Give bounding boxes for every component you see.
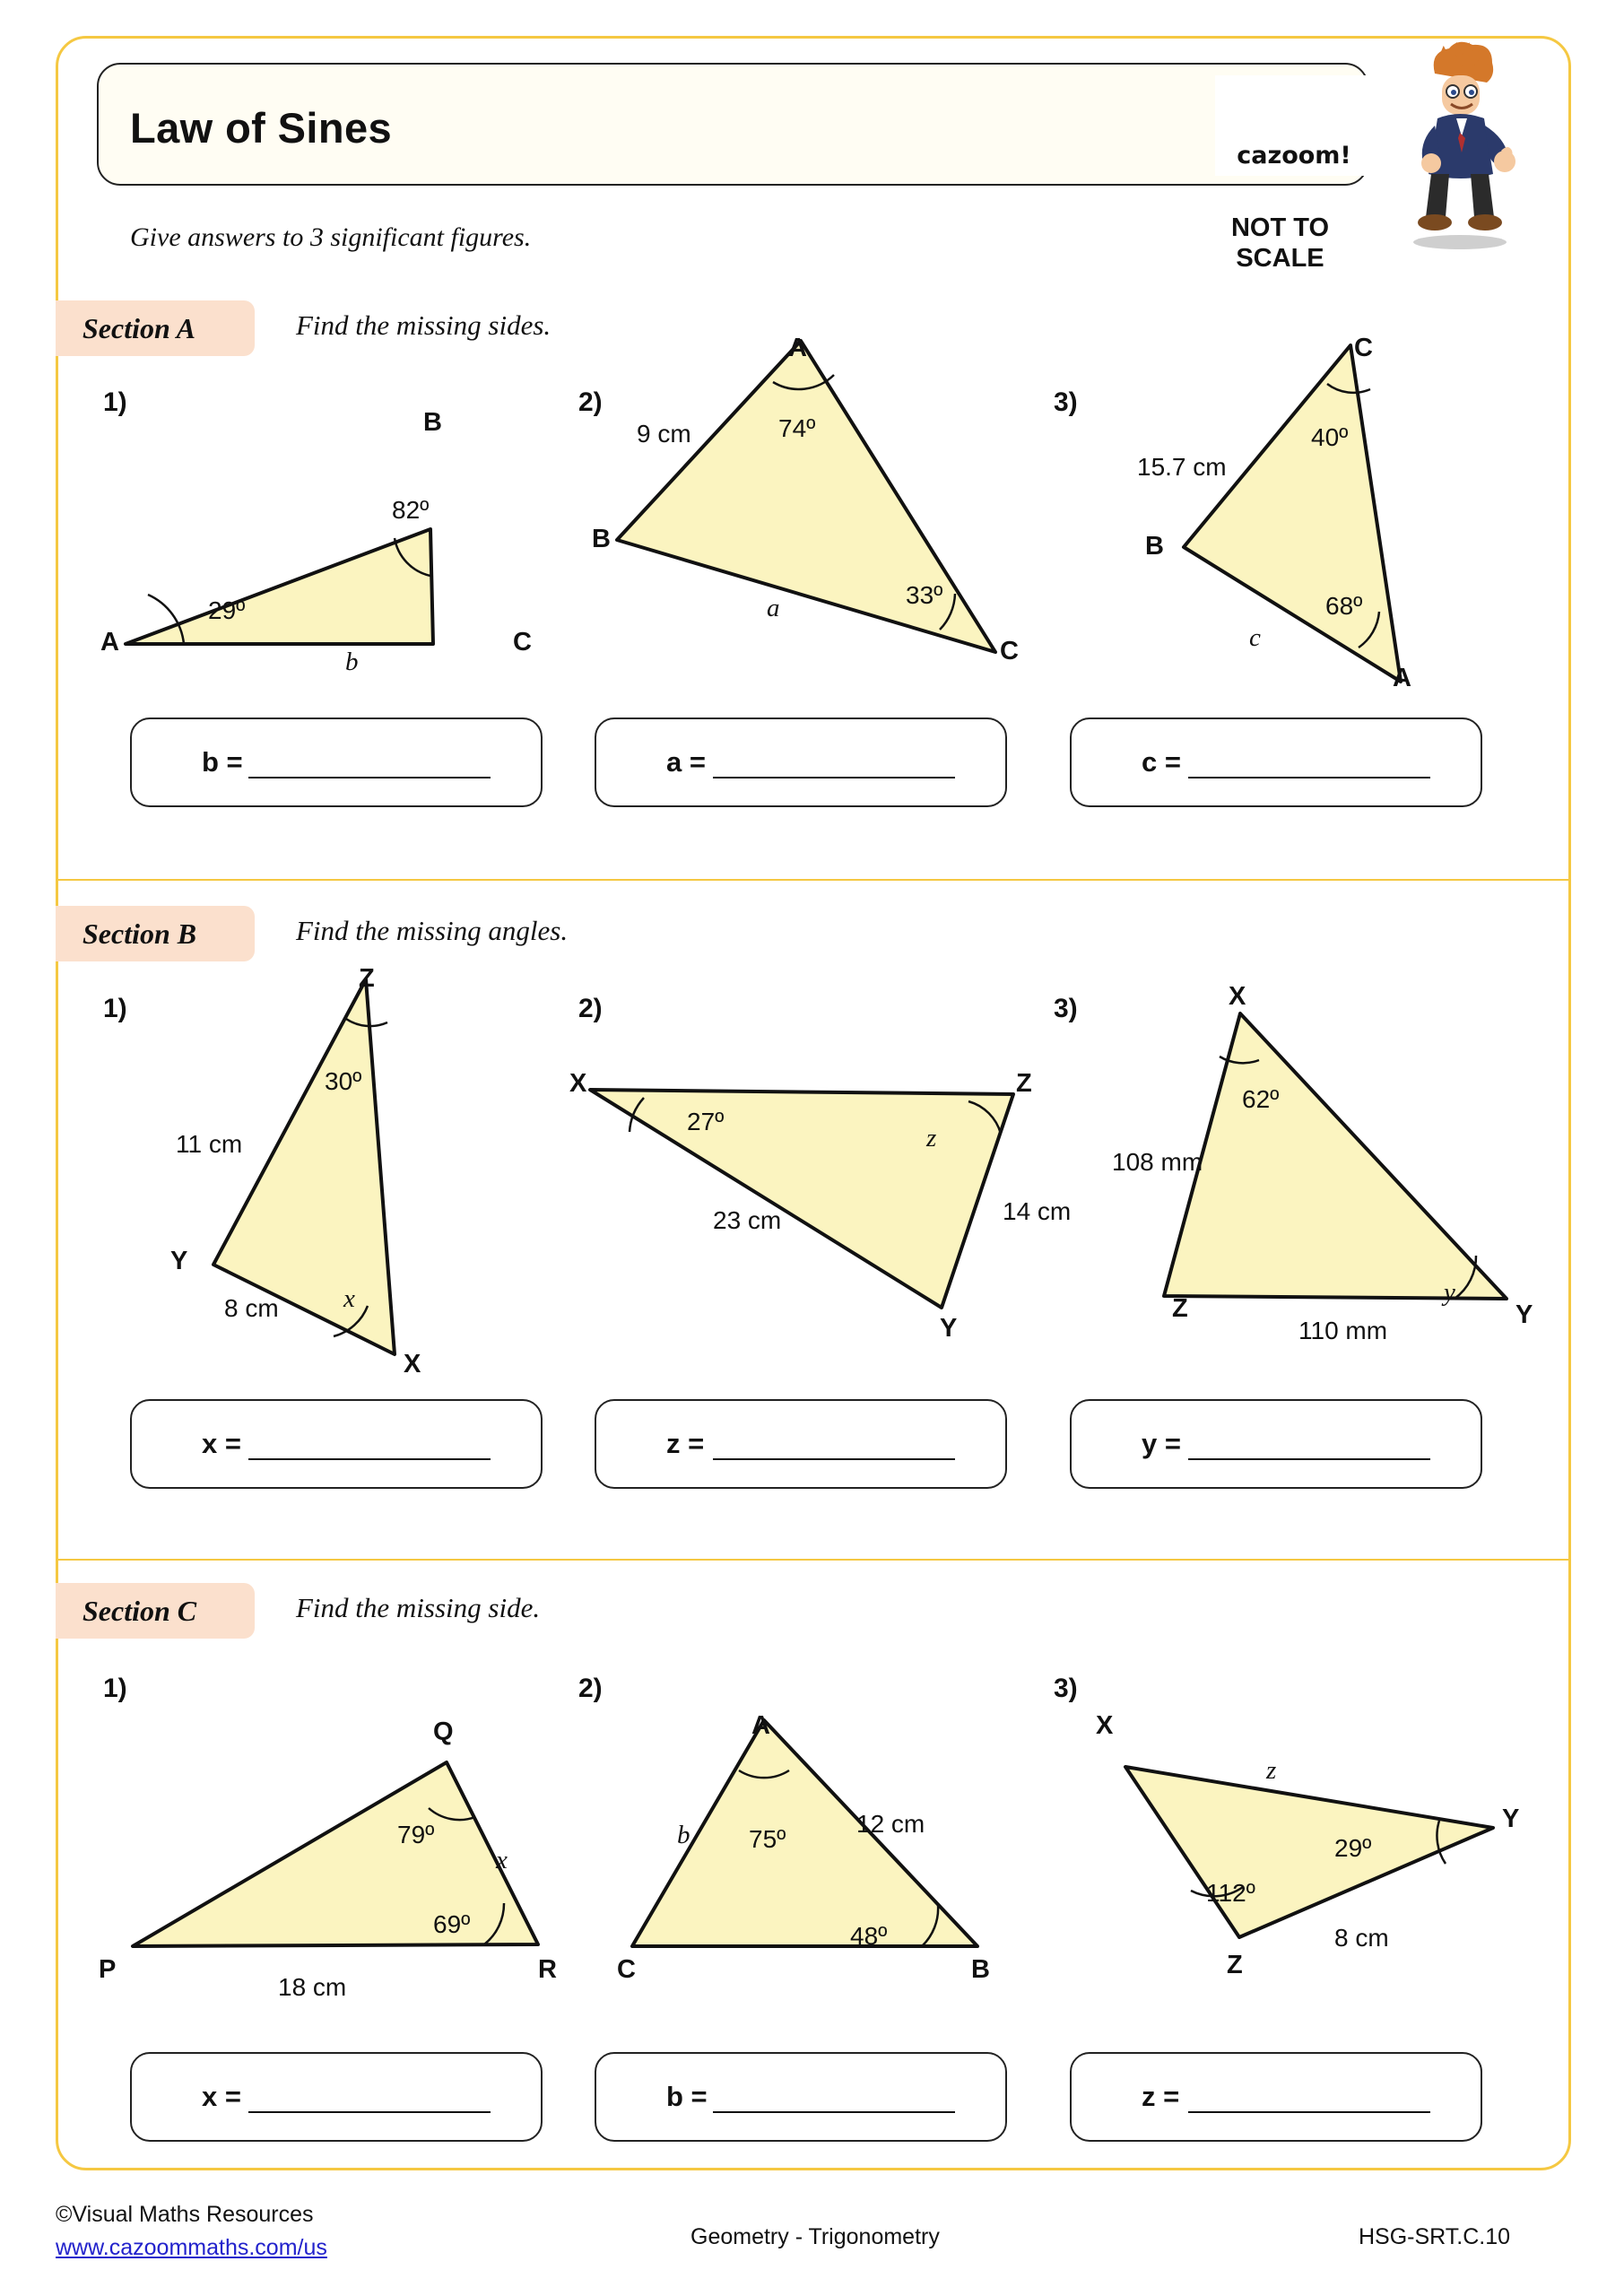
vertex-label-a3-A: A: [1393, 664, 1411, 692]
side-label-b1-11cm: 11 cm: [176, 1130, 243, 1158]
side-label-a2-a: a: [767, 594, 780, 622]
side-label-c2-12cm: 12 cm: [856, 1810, 925, 1838]
vertex-label-c2-B: B: [971, 1955, 990, 1984]
angle-label-b2-z: z: [926, 1124, 937, 1152]
angle-label-a3-68: 68º: [1325, 592, 1363, 620]
vertex-label-a1-B: B: [423, 408, 442, 437]
section-tag-b: Section B: [56, 906, 255, 961]
answer-label-a1: b =: [202, 746, 243, 778]
answer-label-b2: z =: [666, 1428, 705, 1459]
angle-label-b3-y: y: [1444, 1278, 1455, 1307]
angle-label-a2-74: 74º: [778, 414, 816, 442]
page-title: Law of Sines: [130, 104, 393, 152]
vertex-label-a2-C: C: [1000, 637, 1019, 665]
answer-line-a2: [713, 777, 955, 778]
diagram-b2: [574, 1058, 1049, 1354]
side-label-a3-c: c: [1249, 623, 1261, 652]
answer-label-c3: z =: [1142, 2081, 1180, 2112]
logo-wordmark: cazoom!: [1237, 142, 1351, 170]
answer-box-b3[interactable]: [1070, 1399, 1482, 1489]
answer-box-c2[interactable]: [595, 2052, 1007, 2142]
answer-label-b3: y =: [1142, 1428, 1181, 1459]
answer-box-a2[interactable]: [595, 718, 1007, 807]
side-label-c3-8cm: 8 cm: [1334, 1924, 1389, 1952]
vertex-label-c2-A: A: [751, 1711, 770, 1740]
diagram-a1: [99, 377, 565, 691]
vertex-label-b3-Z: Z: [1172, 1294, 1188, 1323]
question-number-a3: 3): [1054, 387, 1078, 417]
angle-label-c1-69: 69º: [433, 1910, 471, 1938]
vertex-label-b1-Z: Z: [359, 964, 375, 993]
question-number-c3: 3): [1054, 1674, 1078, 1703]
answer-box-a1[interactable]: [130, 718, 543, 807]
section-instruction-b: Find the missing angles.: [296, 915, 569, 946]
question-number-b2: 2): [578, 994, 603, 1023]
answer-label-a3: c =: [1142, 746, 1181, 778]
section-divider-2: [56, 1559, 1571, 1561]
answer-line-a1: [248, 777, 491, 778]
section-instruction-c: Find the missing side.: [296, 1592, 541, 1623]
section-instruction-a: Find the missing sides.: [296, 309, 551, 341]
vertex-label-a1-A: A: [100, 628, 119, 657]
side-label-a3-157cm: 15.7 cm: [1137, 453, 1227, 481]
vertex-label-c3-Y: Y: [1502, 1805, 1520, 1833]
answer-box-c1[interactable]: [130, 2052, 543, 2142]
section-tag-a: Section A: [56, 300, 255, 356]
question-number-b3: 3): [1054, 994, 1078, 1023]
answer-line-b3: [1188, 1458, 1430, 1460]
vertex-label-a2-A: A: [788, 334, 807, 362]
side-label-b3-110mm: 110 mm: [1298, 1317, 1388, 1344]
diagram-b1: [99, 960, 529, 1372]
answer-box-b2[interactable]: [595, 1399, 1007, 1489]
section-tag-c: Section C: [56, 1583, 255, 1639]
answer-label-c1: x =: [202, 2081, 241, 2112]
side-label-b1-8cm: 8 cm: [224, 1294, 279, 1322]
answer-label-c2: b =: [666, 2081, 708, 2112]
question-number-a1: 1): [103, 387, 127, 417]
side-label-b2-23cm: 23 cm: [713, 1206, 782, 1234]
diagram-c3: [1049, 1731, 1533, 1964]
vertex-label-a1-C: C: [513, 628, 532, 657]
not-to-scale-note: NOT TO SCALE: [1230, 213, 1330, 273]
diagram-c2: [574, 1704, 1022, 1964]
answer-line-b1: [248, 1458, 491, 1460]
answer-line-a3: [1188, 777, 1430, 778]
question-number-a2: 2): [578, 387, 603, 417]
vertex-label-c1-Q: Q: [433, 1718, 454, 1746]
side-label-a1-b: b: [345, 648, 359, 676]
instructions-subtitle: Give answers to 3 significant figures.: [130, 222, 532, 252]
side-label-b3-108mm: 108 mm: [1112, 1148, 1203, 1176]
angle-label-c3-29: 29º: [1334, 1834, 1372, 1862]
diagram-a3: [1049, 323, 1533, 682]
answer-box-c3[interactable]: [1070, 2052, 1482, 2142]
footer-topic: Geometry - Trigonometry: [690, 2224, 940, 2249]
side-label-b2-14cm: 14 cm: [1003, 1197, 1072, 1225]
vertex-label-c3-Z: Z: [1227, 1951, 1243, 1979]
side-label-c2-b: b: [677, 1821, 690, 1849]
angle-label-c3-112: 112º: [1206, 1879, 1255, 1907]
answer-line-c2: [713, 2111, 955, 2113]
question-number-b1: 1): [103, 994, 127, 1023]
mascot-illustration: [1388, 43, 1532, 249]
side-label-c1-18cm: 18 cm: [278, 1973, 347, 2001]
vertex-label-c1-R: R: [538, 1955, 557, 1984]
vertex-label-b1-Y: Y: [170, 1247, 188, 1275]
angle-label-b1-x: x: [343, 1284, 355, 1313]
angle-label-c1-79: 79º: [397, 1821, 435, 1848]
answer-line-c1: [248, 2111, 491, 2113]
footer-copyright: ©Visual Maths Resources: [56, 2202, 314, 2227]
answer-label-a2: a =: [666, 746, 706, 778]
footer-standard-code: HSG-SRT.C.10: [1359, 2224, 1511, 2249]
angle-label-a1-29: 29º: [208, 596, 246, 624]
angle-label-b3-62: 62º: [1242, 1085, 1280, 1113]
section-divider-1: [56, 879, 1571, 881]
vertex-label-a3-B: B: [1145, 532, 1164, 561]
angle-label-b1-30: 30º: [325, 1067, 362, 1095]
answer-box-b1[interactable]: [130, 1399, 543, 1489]
angle-label-a1-82: 82º: [392, 496, 430, 524]
angle-label-a3-40: 40º: [1311, 423, 1349, 451]
vertex-label-b2-Z: Z: [1016, 1069, 1032, 1098]
vertex-label-b3-X: X: [1229, 982, 1246, 1011]
answer-box-a3[interactable]: [1070, 718, 1482, 807]
footer-website-link[interactable]: www.cazoommaths.com/us: [56, 2235, 327, 2260]
angle-label-a2-33: 33º: [906, 581, 943, 609]
side-label-c1-x: x: [496, 1846, 508, 1874]
vertex-label-c1-P: P: [99, 1955, 117, 1984]
vertex-label-b1-X: X: [404, 1350, 421, 1378]
vertex-label-a3-C: C: [1354, 334, 1373, 362]
vertex-label-c2-C: C: [617, 1955, 636, 1984]
vertex-label-a2-B: B: [592, 525, 611, 553]
diagram-c1: [99, 1731, 565, 1964]
vertex-label-b3-Y: Y: [1515, 1300, 1533, 1329]
diagram-a2: [574, 314, 1049, 673]
vertex-label-b2-X: X: [569, 1069, 587, 1098]
answer-line-c3: [1188, 2111, 1430, 2113]
vertex-label-b2-Y: Y: [940, 1314, 958, 1343]
side-label-a2-9cm: 9 cm: [637, 420, 691, 448]
answer-line-b2: [713, 1458, 955, 1460]
angle-label-c2-75: 75º: [749, 1825, 786, 1853]
angle-label-c2-48: 48º: [850, 1922, 888, 1950]
vertex-label-c3-X: X: [1096, 1711, 1114, 1740]
question-number-c1: 1): [103, 1674, 127, 1703]
answer-label-b1: x =: [202, 1428, 241, 1459]
question-number-c2: 2): [578, 1674, 603, 1703]
angle-label-b2-27: 27º: [687, 1108, 725, 1135]
side-label-c3-z: z: [1266, 1756, 1277, 1785]
